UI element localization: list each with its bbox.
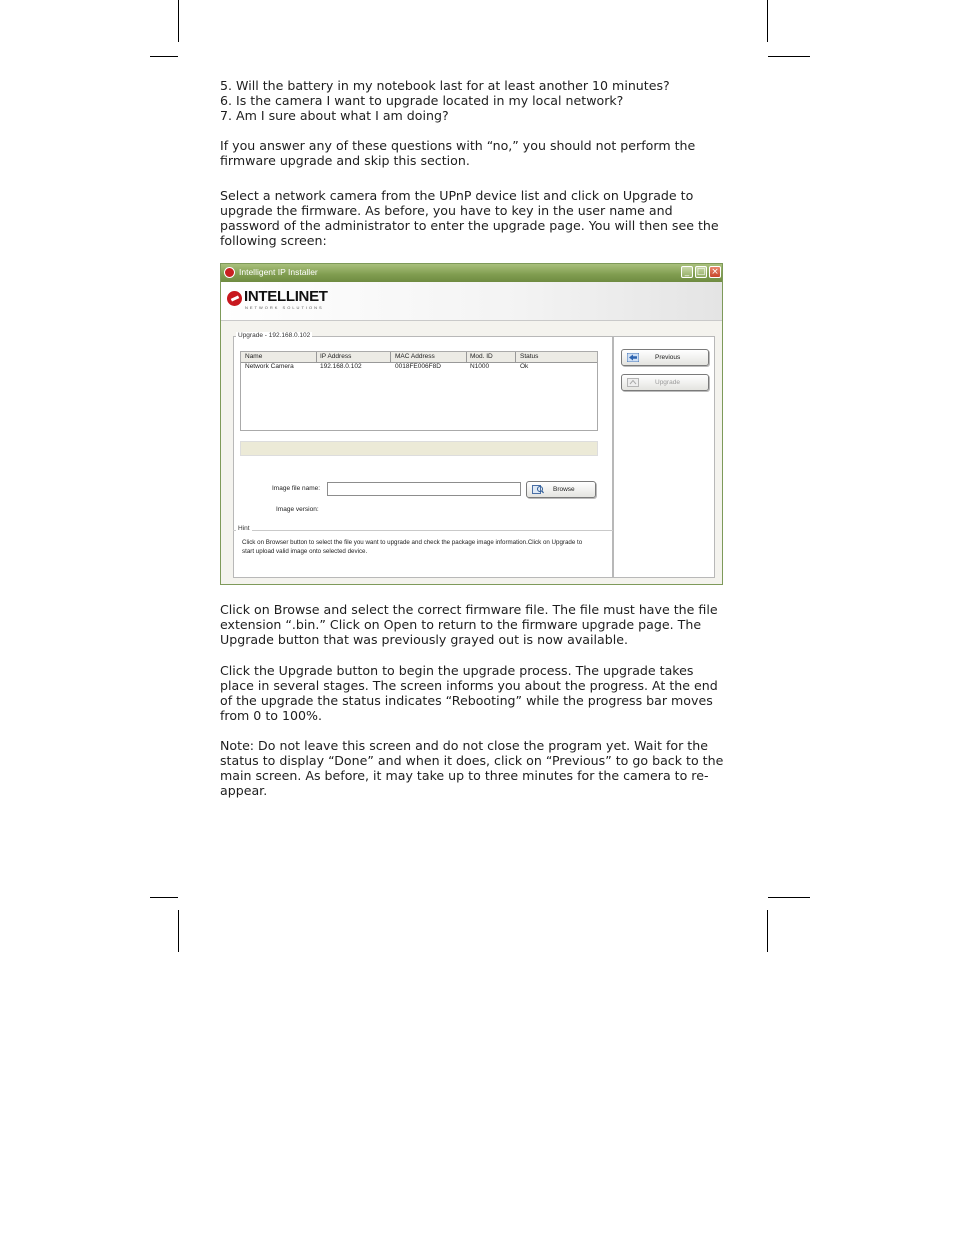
column-divider (316, 352, 317, 362)
crop-mark (150, 56, 178, 57)
image-file-label: Image file name: (272, 485, 321, 492)
paragraph-text: Click on Browse and select the correct firmware file. The file must have the file extension “.bin.” Click on Open to return to the firmware upgrade page. The Upgrade button that was previously grayed out is now available. (220, 602, 718, 647)
paragraph-answer-no (220, 138, 710, 168)
paragraph-note (220, 738, 725, 798)
browse-label: Browse (553, 486, 575, 493)
upgrade-button[interactable] (621, 374, 709, 391)
logo-banner (221, 282, 722, 321)
paragraph-text: Select a network camera from the UPnP device list and click on Upgrade to upgrade the firmware. As before, you have to key in the user name and password of the administrator to enter the upgrade page. You will then see the following screen: (220, 188, 719, 248)
column-divider (466, 352, 467, 362)
progress-bar (240, 441, 598, 456)
upgrade-label: Upgrade (655, 379, 680, 386)
paragraph-text: Click the Upgrade button to begin the upgrade process. The upgrade takes place in several stages. The screen informs you about the progress. At the end of the upgrade the status indicates “Rebooting” while the progress bar moves from 0 to 100%. (220, 663, 718, 723)
action-panel (613, 336, 715, 578)
crop-mark (767, 910, 768, 952)
table-header (241, 352, 597, 363)
col-header-mac: MAC Address (395, 353, 435, 360)
col-header-mod-id: Mod. ID (470, 353, 493, 360)
logo-subtitle: NETWORK SOLUTIONS (245, 305, 324, 310)
cell-mac: 0018FE006F8D (395, 363, 441, 370)
paragraph-text: Note: Do not leave this screen and do not close the program yet. Wait for the status to display “Done” and when it does, click on “Previous” to go back to the main screen. As before, it may take up to three minutes for the camera to re-appear. (220, 738, 724, 798)
upgrade-group-title: Upgrade - 192.168.0.102 (238, 332, 311, 339)
crop-mark (768, 897, 810, 898)
column-divider (515, 352, 516, 362)
paragraph-select-camera (220, 188, 725, 248)
window-title: Intelligent IP Installer (239, 267, 318, 277)
crop-mark (768, 56, 810, 57)
crop-mark (178, 0, 179, 42)
upgrade-icon (627, 378, 639, 387)
logo-icon (227, 291, 242, 306)
previous-label: Previous (655, 354, 681, 361)
paragraph-browse (220, 602, 725, 647)
cell-mod-id: N1000 (470, 363, 490, 370)
list-item: 5. Will the battery in my notebook last for at least another 10 minutes? (220, 78, 670, 93)
previous-button[interactable] (621, 349, 709, 366)
list-item: 7. Am I sure about what I am doing? (220, 108, 449, 123)
crop-mark (178, 910, 179, 952)
app-icon (224, 267, 235, 278)
device-table[interactable] (240, 351, 598, 431)
cell-status: Ok (520, 363, 529, 370)
col-header-name: Name (245, 353, 263, 360)
list-item: 6. Is the camera I want to upgrade located in my local network? (220, 93, 624, 108)
paragraph-upgrade (220, 663, 725, 723)
column-divider (390, 352, 391, 362)
image-file-input[interactable] (327, 482, 521, 496)
table-row[interactable] (241, 363, 597, 372)
crop-mark (150, 897, 178, 898)
crop-mark (767, 0, 768, 42)
arrow-left-icon (627, 353, 639, 362)
logo-text: INTELLINET (244, 288, 328, 305)
cell-ip: 192.168.0.102 (320, 363, 362, 370)
minimize-icon[interactable]: _ (681, 266, 693, 278)
maximize-icon[interactable]: □ (696, 267, 706, 277)
col-header-ip: IP Address (320, 353, 352, 360)
installer-window-screenshot (220, 263, 723, 585)
browse-button[interactable] (526, 481, 596, 498)
cell-name: Network Camera (245, 363, 294, 370)
hint-text: Click on Browser button to select the file you want to upgrade and check the package image information.Click on Upgrade to start upload valid image onto selected device. (242, 539, 583, 555)
title-bar (221, 264, 722, 282)
col-header-status: Status (520, 353, 539, 360)
question-list (220, 78, 730, 123)
image-version-label: Image version: (276, 506, 319, 513)
close-icon[interactable]: × (709, 266, 721, 278)
paragraph-text: If you answer any of these questions with “no,” you should not perform the firmware upgrade and skip this section. (220, 138, 696, 168)
hint-title: Hint (238, 525, 250, 532)
upgrade-panel (233, 332, 613, 578)
browse-icon (532, 485, 544, 494)
